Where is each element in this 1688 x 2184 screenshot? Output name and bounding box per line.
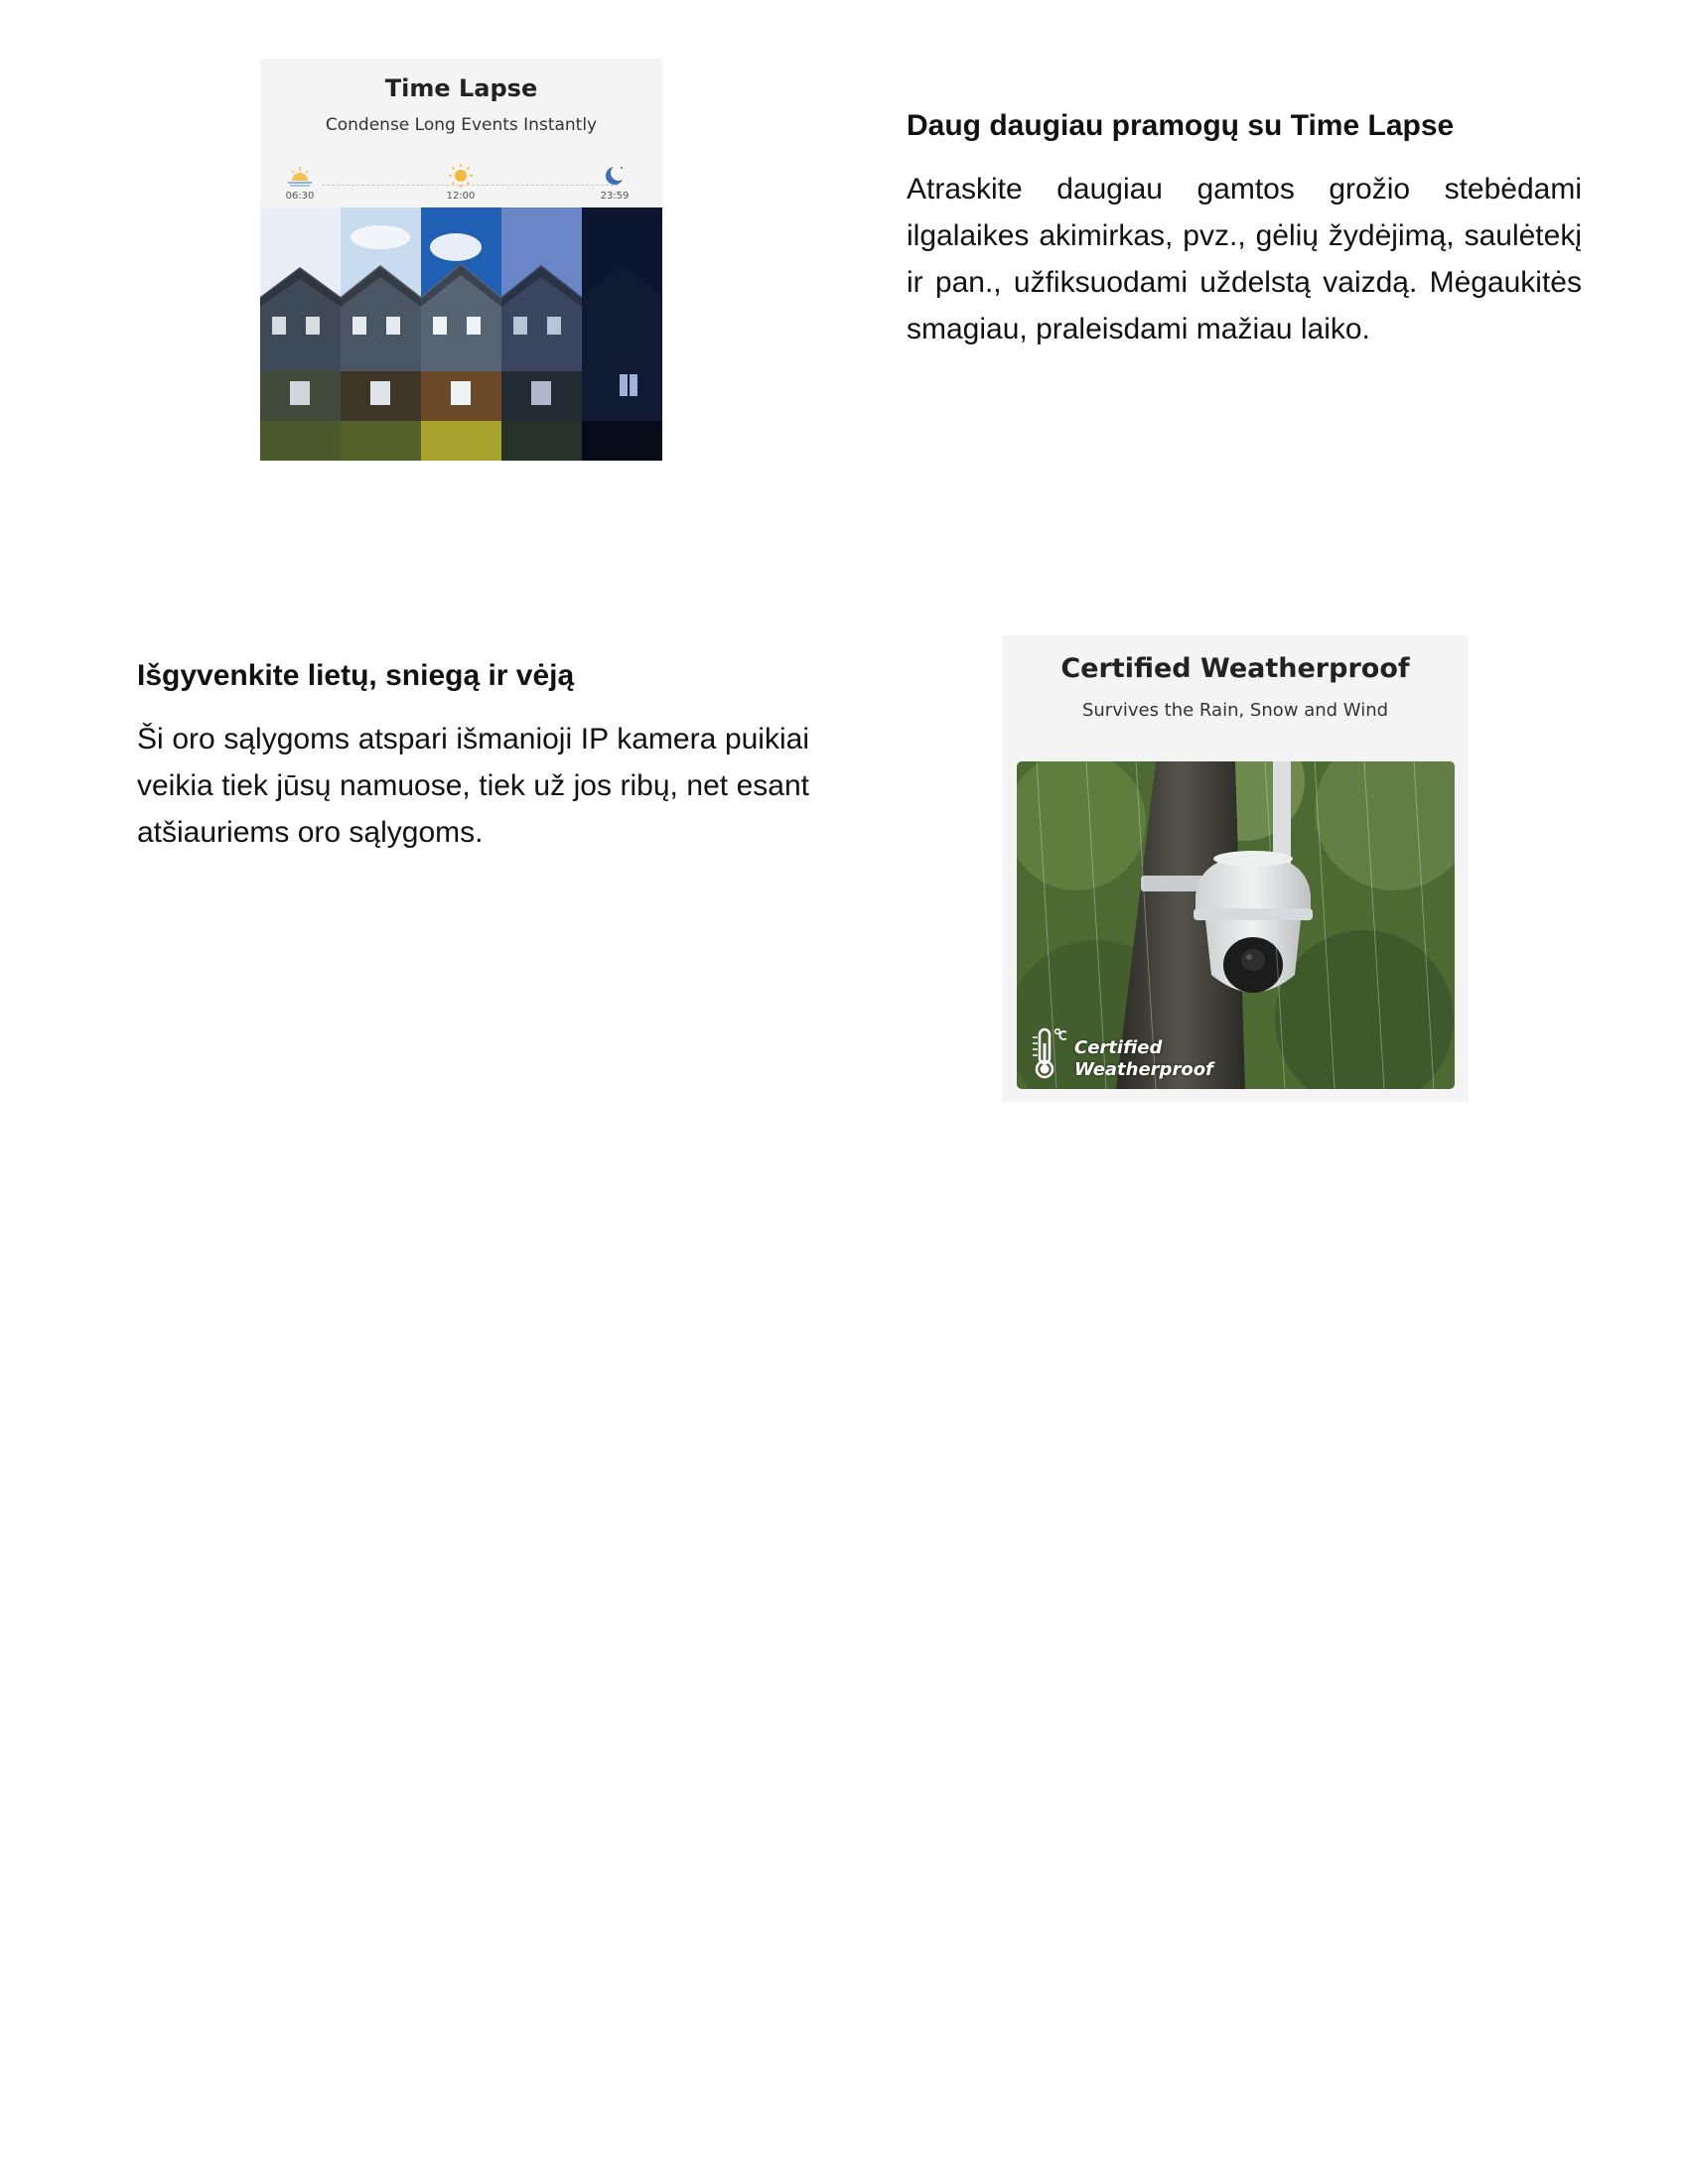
photo-strip-dusk	[501, 207, 582, 461]
timelapse-photo-strips	[260, 207, 662, 461]
photo-strip-morning	[341, 207, 421, 461]
timelapse-timeline	[260, 163, 662, 206]
certified-weatherproof-badge	[1029, 1025, 1213, 1081]
photo-strip-night	[582, 207, 662, 461]
timeline-label-noon: 12:00	[446, 191, 476, 202]
badge-line-weatherproof: Weatherproof	[1074, 1059, 1213, 1080]
weatherproof-image	[1002, 635, 1469, 1102]
weather-heading: Išgyvenkite lietų, sniegą ir vėją	[137, 659, 575, 692]
timelapse-text-block	[907, 108, 1582, 352]
sunrise-icon	[270, 163, 330, 191]
photo-strip-dawn	[260, 207, 341, 461]
thermometer-icon	[1029, 1025, 1068, 1081]
camera-on-tree-photo	[1017, 761, 1455, 1089]
timelapse-image	[260, 59, 662, 461]
weather-image-subtitle: Survives the Rain, Snow and Wind	[1081, 700, 1389, 721]
badge-text	[1074, 1037, 1213, 1081]
sun-icon	[431, 163, 491, 191]
weather-text-block	[137, 658, 809, 856]
weather-image-title: Certified Weatherproof	[1060, 653, 1410, 684]
timeline-item-noon	[431, 163, 491, 202]
timeline-label-sunrise: 06:30	[285, 191, 315, 202]
weather-paragraph: Ši oro sąlygoms atspari išmanioji IP kamera puikiai veikia tiek jūsų namuose, tiek už jos ribų, net esant atšiauriems oro sąlygoms.	[137, 723, 809, 849]
timeline-item-night	[585, 163, 644, 202]
badge-line-certified: Certified	[1074, 1037, 1163, 1058]
timelapse-heading: Daug daugiau pramogų su Time Lapse	[907, 109, 1455, 142]
moon-icon	[585, 163, 644, 191]
timeline-item-sunrise	[270, 163, 330, 202]
timeline-label-night: 23:59	[600, 191, 630, 202]
timelapse-image-title: Time Lapse	[384, 74, 538, 102]
photo-strip-noon	[421, 207, 501, 461]
timelapse-paragraph: Atraskite daugiau gamtos grožio stebėdami ilgalaikes akimirkas, pvz., gėlių žydėjimą, saulėtekį ir pan., užfiksuodami uždelstą vaizdą. Mėgaukitės smagiau, praleisdami mažiau laiko.	[907, 173, 1582, 345]
timelapse-image-subtitle: Condense Long Events Instantly	[325, 115, 598, 135]
